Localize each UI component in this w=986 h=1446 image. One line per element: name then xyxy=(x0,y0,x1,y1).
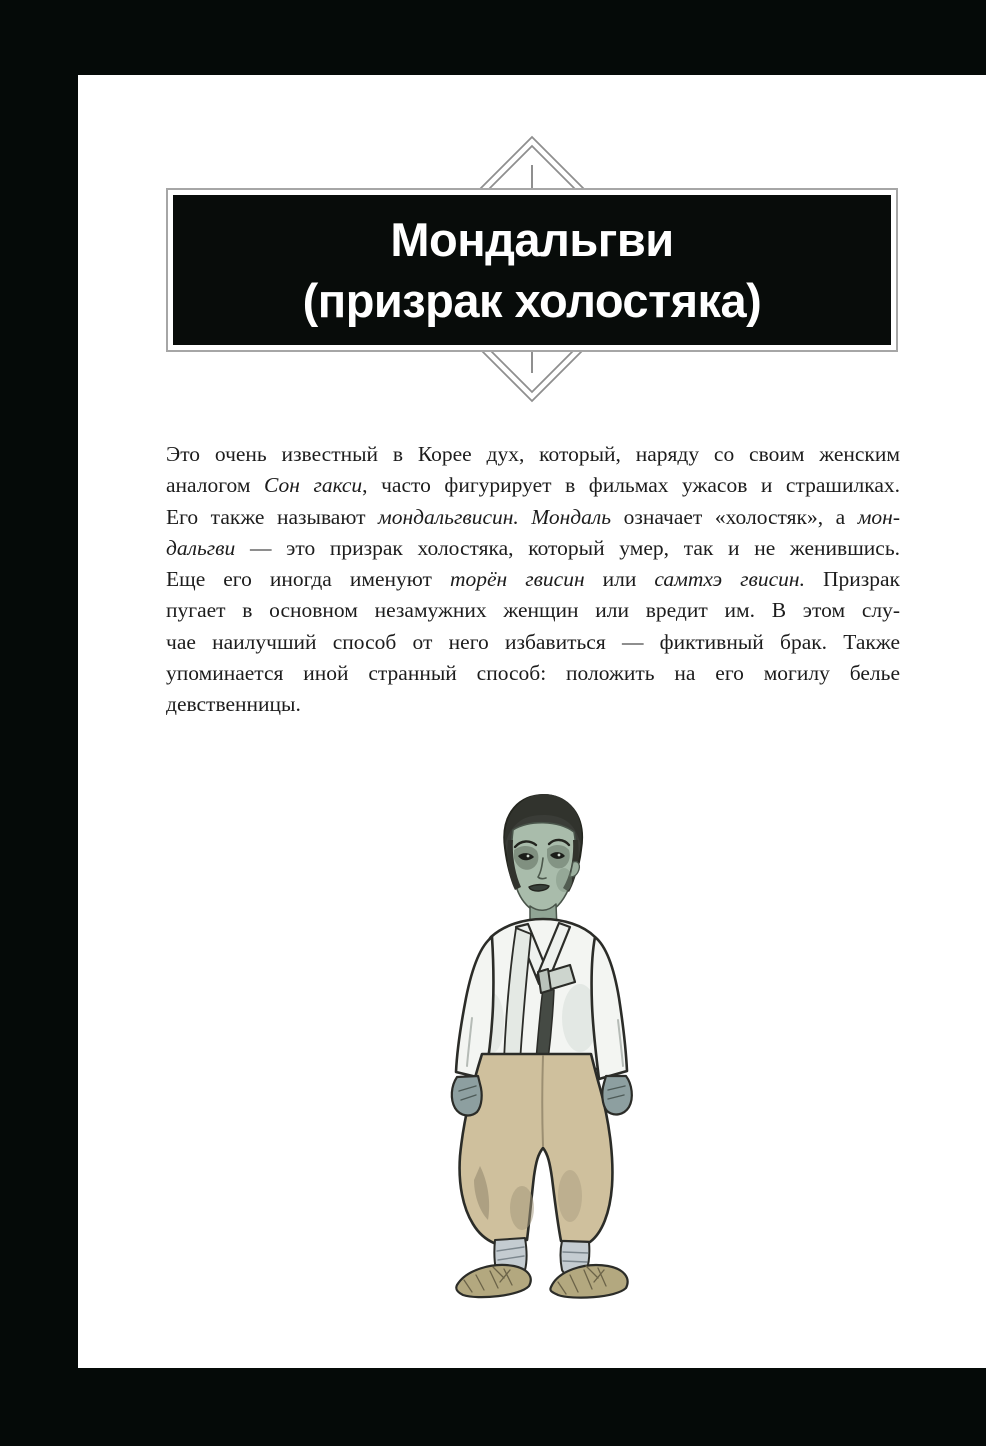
text-line: девственницы. xyxy=(166,692,301,717)
text-line: пугает в основном незамужних женщин или вредит им. В этом слу- xyxy=(166,598,900,623)
text-line: упоминается иной странный способ: положить на его могилу белье xyxy=(166,661,900,686)
chapter-subtitle: (призрак холостяка) xyxy=(302,274,762,327)
mouth xyxy=(529,885,549,891)
sandal-left xyxy=(456,1265,530,1297)
text-line: дальгви — это призрак холостяка, который умер, так и не женившись. xyxy=(166,535,900,560)
text-line: Это очень известный в Корее дух, который, наряду со своим женским xyxy=(166,442,900,466)
ribbon-knot-loop xyxy=(538,969,551,993)
pants xyxy=(460,1054,613,1243)
chapter-title: Мондальгви xyxy=(390,213,674,266)
text-line: Еще его иногда именуют торён гвисин или самтхэ гвисин. Призрак xyxy=(166,567,900,592)
ghost-boy-illustration xyxy=(430,788,655,1308)
hand-right xyxy=(602,1076,632,1114)
chapter-title-inner xyxy=(173,195,891,345)
page xyxy=(78,75,986,1368)
hand-left xyxy=(452,1076,482,1115)
text-line: Его также называют мондальгвисин. Мондаль означает «холостяк», а мон- xyxy=(166,504,900,529)
text-line: чае наилучший способ от него избавиться — фиктивный брак. Также xyxy=(166,629,900,654)
text-line: аналогом Сон гакси, часто фигурирует в фильмах ужасов и страшилках. xyxy=(166,473,901,498)
chapter-title-box xyxy=(166,188,898,352)
body-paragraph xyxy=(166,439,900,721)
